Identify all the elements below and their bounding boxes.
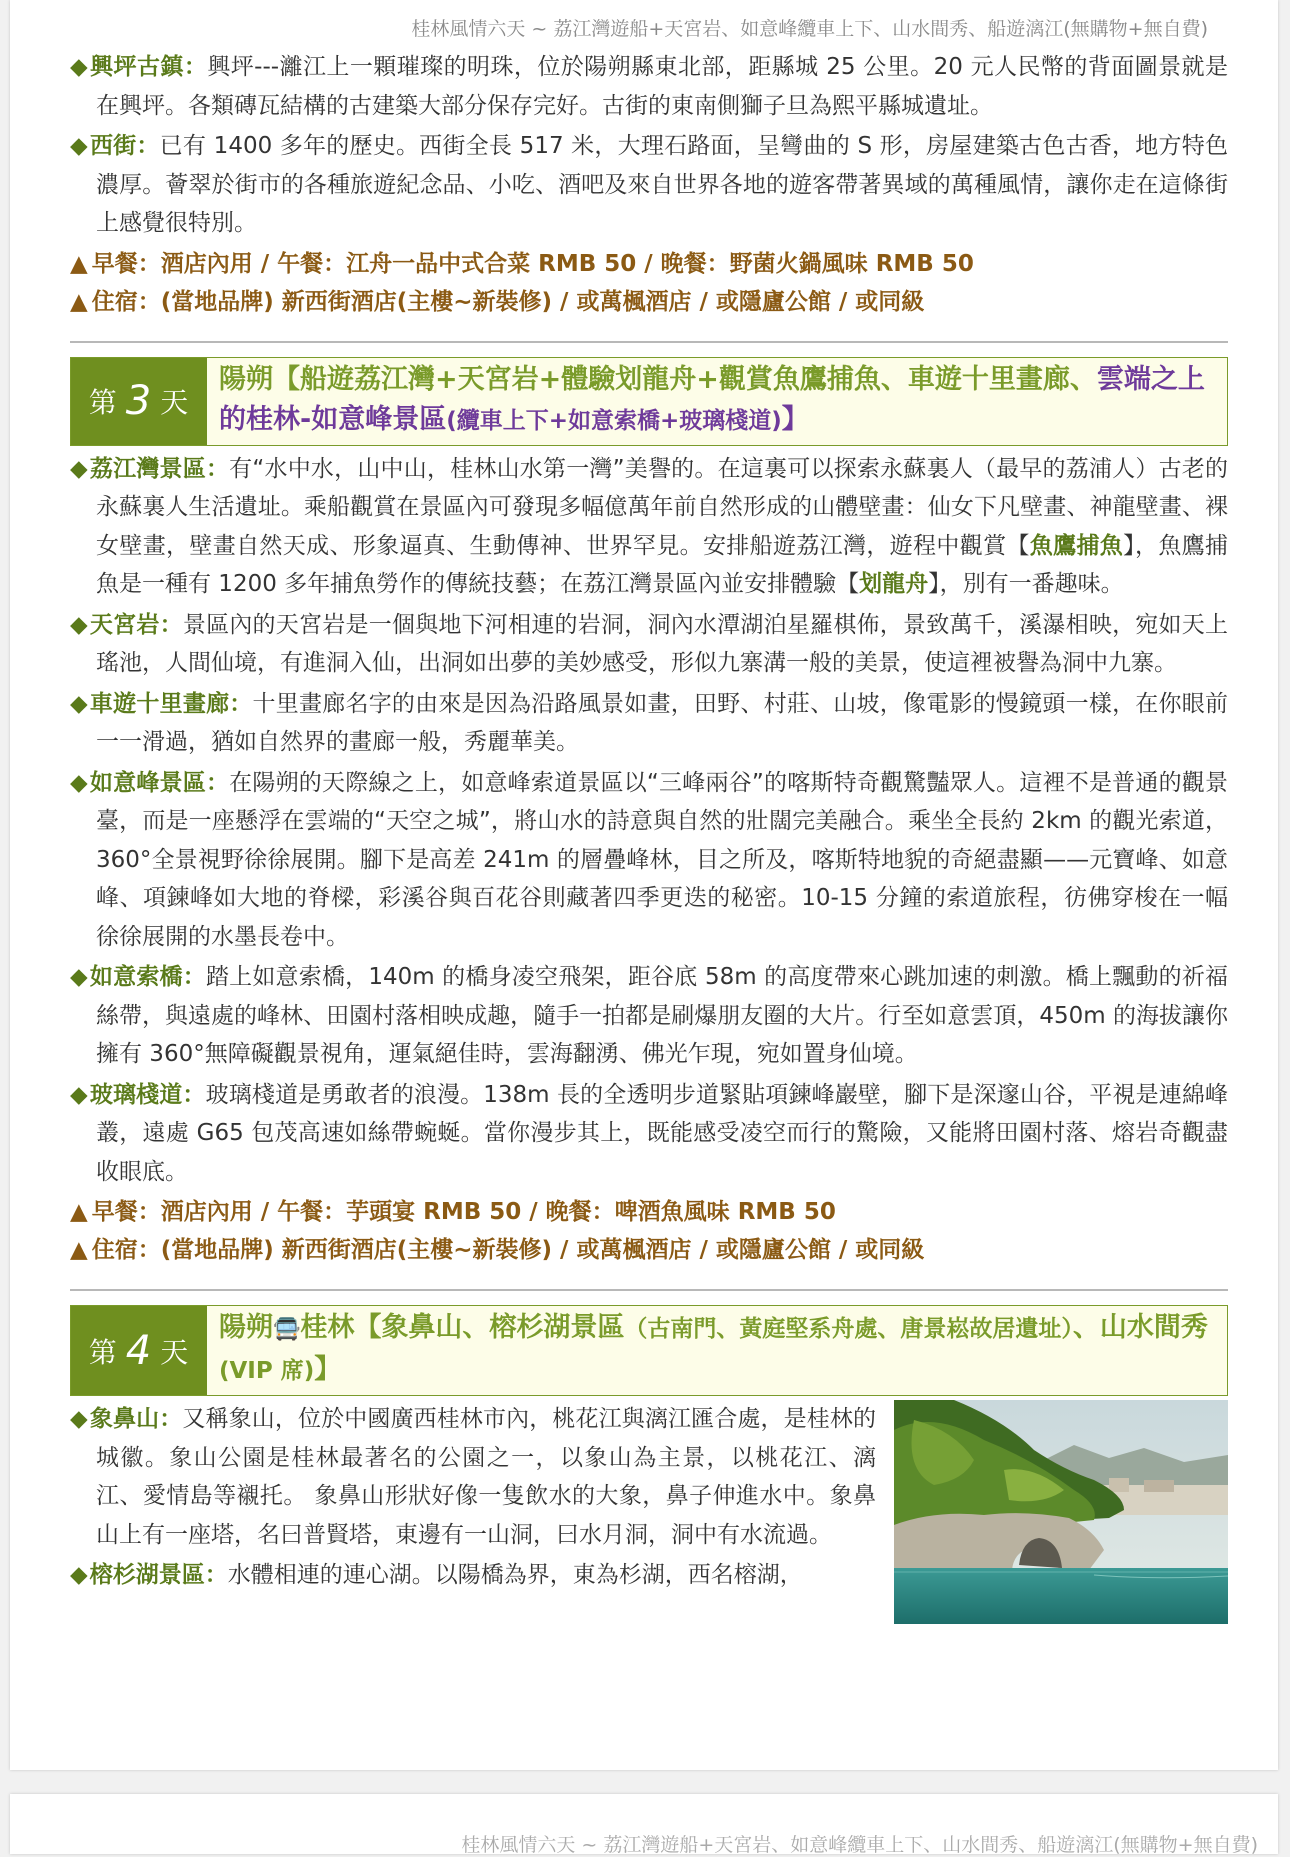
hotel-text: 住宿：(當地品牌) 新西街酒店(主樓~新裝修) / 或萬楓酒店 / 或隱廬公館 / 或同級 [91, 1237, 925, 1263]
item-term: 西街： [89, 133, 160, 159]
title-part: （古南門、黃庭堅系舟處、唐景崧故居遺址） [624, 1316, 1073, 1342]
diamond-bullet-icon: ◆ [70, 1406, 88, 1432]
day4-title [207, 1306, 1227, 1395]
document-page-1 [10, 0, 1278, 1770]
item-text: 景區內的天宮岩是一個與地下河相連的岩洞，洞內水潭湖泊星羅棋佈，景致萬千，溪瀑相映，宛如天上瑤池，人間仙境，有進洞入仙，出洞如出夢的美妙感受，形似九寨溝一般的美景，使這裡被譽為洞中九寨。 [96, 611, 1229, 676]
diamond-bullet-icon: ◆ [70, 1562, 88, 1588]
item-term: 玻璃棧道： [89, 1081, 206, 1108]
diamond-bullet-icon: ◆ [70, 1081, 88, 1108]
title-part: 雲端之上的桂林-如意峰景區 [219, 363, 1205, 435]
day-number: 3 [125, 378, 153, 424]
item-ten-mile-gallery [70, 685, 1228, 762]
item-lijiang-bay [70, 450, 1228, 604]
day2-tail-section [70, 48, 1228, 1632]
diamond-bullet-icon: ◆ [70, 455, 88, 482]
day-suffix: 天 [160, 1335, 190, 1369]
day-suffix: 天 [160, 386, 190, 419]
item-text: 水體相連的連心湖。以陽橋為界，東為杉湖，西名榕湖， [227, 1562, 803, 1588]
item-xingping [70, 48, 1228, 125]
item-text: 在陽朔的天際線之上，如意峰索道景區以“三峰兩谷”的喀斯特奇觀驚豔眾人。這裡不是普通的觀景臺，而是一座懸浮在雲端的“天空之城”，將山水的詩意與自然的壯闊完美融合。乘坐全長約 2km 的觀光索道，360°全景視野徐徐展開。腳下是高差 241m 的層疊峰林，目之所及，喀斯特地貌的奇絕盡顯——元寶峰、如意峰、項鍊峰如大地的脊樑，彩溪谷與百花谷則藏著四季更迭的秘密。10-15 分鐘的索道旅程，彷佛穿梭在一幅徐徐展開的水墨長卷中。 [96, 769, 1228, 950]
item-term: 興坪古鎮： [90, 54, 208, 80]
title-part: (VIP 席) [219, 1358, 315, 1384]
day4-header [70, 1305, 1228, 1396]
item-text: 十里畫廊名字的由來是因為沿路風景如畫，田野、村莊、山坡，像電影的慢鏡頭一樣，在你眼前一一滑過，猶如自然界的畫廊一般，秀麗華美。 [96, 690, 1228, 755]
item-text: 玻璃棧道是勇敢者的浪漫。138m 長的全透明步道緊貼項鍊峰巖壁，腳下是深邃山谷，平視是連綿峰叢，遠處 G65 包茂高速如絲帶蜿蜒。當你漫步其上，既能感受凌空而行的驚險，又能將田園村落、熔岩奇觀盡收眼底。 [96, 1081, 1228, 1185]
diamond-bullet-icon: ◆ [70, 54, 89, 80]
title-part: 陽朔 [219, 1312, 273, 1343]
item-term: 如意峰景區： [89, 769, 230, 796]
page-header: 桂林風情六天 ~ 荔江灣遊船+天宮岩、如意峰纜車上下、山水間秀、船遊漓江(無購物+無自費) [411, 18, 1208, 40]
highlight-text: 魚鷹捕魚 [1029, 532, 1124, 559]
triangle-bullet-icon: ▲ [70, 288, 88, 315]
page-header: 桂林風情六天 ~ 荔江灣遊船+天宮岩、如意峰纜車上下、山水間秀、船遊漓江(無購物+無自費) [461, 1834, 1258, 1856]
diamond-bullet-icon: ◆ [70, 611, 88, 638]
section-divider [70, 1289, 1228, 1291]
item-text: 】，魚鷹捕魚是一種有 1200 多年捕魚勞作的傳統技藝；在荔江灣景區內並安排體驗【 [96, 532, 1228, 597]
diamond-bullet-icon: ◆ [70, 769, 88, 796]
document-page-2 [10, 1794, 1278, 1854]
title-part: (纜車上下+如意索橋+玻璃棧道) [446, 407, 782, 434]
triangle-bullet-icon: ▲ [70, 1237, 88, 1263]
bus-icon: 🚍 [273, 1317, 301, 1342]
item-term: 車遊十里畫廊： [89, 690, 253, 717]
title-part: 】 [314, 1354, 342, 1385]
title-part: 】 [781, 403, 809, 435]
item-text: 踏上如意索橋，140m 的橋身凌空飛架，距谷底 58m 的高度帶來心跳加速的刺激。橋上飄動的祈福絲帶，與遠處的峰林、田園村落相映成趣，隨手一拍都是刷爆朋友圈的大片。行至如意雲頂，450m 的海拔讓你擁有 360°無障礙觀景視角，運氣絕佳時，雲海翻湧、佛光乍現，宛如置身仙境。 [96, 964, 1228, 1067]
item-text: 又稱象山，位於中國廣西桂林市內，桃花江與漓江匯合處，是桂林的城徽。象山公園是桂林最著名的公園之一，以象山為主景，以桃花江、漓江、愛情島等襯托。 象鼻山形狀好像一隻飲水的大象，鼻子伸進水中。象鼻山上有一座塔，名曰普賢塔，東邊有一山洞，曰水月洞，洞中有水流過。 [96, 1406, 877, 1548]
day-prefix: 第 [88, 1335, 118, 1369]
triangle-bullet-icon: ▲ [70, 250, 88, 277]
item-ruyi-bridge [70, 958, 1228, 1074]
day3-meals [70, 1193, 1228, 1231]
day-prefix: 第 [88, 386, 118, 419]
item-term: 荔江灣景區： [89, 455, 230, 482]
item-text: 興坪---灕江上一顆璀璨的明珠，位於陽朔縣東北部，距縣城 25 公里。20 元人民幣的背面圖景就是在興坪。各類磚瓦結構的古建築大部分保存完好。古街的東南側獅子旦為熙平縣城遺址。 [96, 54, 1228, 119]
hotel-text: 住宿：(當地品牌) 新西街酒店(主樓~新裝修) / 或萬楓酒店 / 或隱廬公館 / 或同級 [91, 288, 925, 315]
elephant-trunk-hill-photo [894, 1400, 1228, 1624]
item-text: 】，別有一番趣味。 [928, 571, 1124, 597]
day4-badge [71, 1306, 207, 1395]
day3-hotel [70, 1231, 1228, 1269]
highlight-text: 划龍舟 [859, 571, 929, 597]
item-term: 天宮岩： [89, 611, 183, 638]
day2-meals [70, 245, 1228, 283]
item-ruyi-peak [70, 764, 1228, 957]
day2-hotel [70, 283, 1228, 321]
meals-text: 早餐：酒店內用 / 午餐：江舟一品中式合菜 RMB 50 / 晚餐：野菌火鍋風味 RMB 50 [91, 250, 974, 277]
item-term: 象鼻山： [89, 1406, 183, 1432]
diamond-bullet-icon: ◆ [70, 690, 88, 717]
title-part: 、山水間秀 [1072, 1312, 1208, 1343]
meals-text: 早餐：酒店內用 / 午餐：芋頭宴 RMB 50 / 晚餐：啤酒魚風味 RMB 50 [91, 1199, 836, 1225]
diamond-bullet-icon: ◆ [70, 964, 88, 990]
title-part: 陽朔【船遊荔江灣+天宮岩+體驗划龍舟+觀賞魚鷹捕魚、車遊十里畫廊、 [219, 363, 1097, 395]
item-text: 有“水中水，山中山，桂林山水第一灣”美譽的。在這裏可以探索永蘇裏人（最早的荔浦人）古老的永蘇裏人生活遺址。乘船觀賞在景區內可發現多幅億萬年前自然形成的山體壁畫：仙女下凡壁畫、神龍壁畫、裸女壁畫，壁畫自然天成、形象逼真、生動傳神、世界罕見。安排船遊荔江灣，遊程中觀賞【 [96, 455, 1228, 559]
title-part: 桂林【象鼻山、榕杉湖景區 [300, 1312, 625, 1343]
item-text: 已有 1400 多年的歷史。西街全長 517 米，大理石路面，呈彎曲的 S 形，房屋建築古色古香，地方特色濃厚。薈翠於街市的各種旅遊紀念品、小吃、酒吧及來自世界各地的遊客帶著異域的萬種風情，讓你走在這條街上感覺很特別。 [96, 133, 1228, 236]
item-term: 榕杉湖景區： [89, 1562, 228, 1588]
elephant-trunk-hill-illustration [894, 1400, 1228, 1624]
day-number: 4 [125, 1327, 153, 1374]
diamond-bullet-icon: ◆ [70, 133, 88, 159]
item-glass-walkway [70, 1076, 1228, 1192]
item-west-street [70, 127, 1228, 243]
day3-header [70, 357, 1228, 446]
triangle-bullet-icon: ▲ [70, 1199, 88, 1225]
item-tiangong-cave [70, 606, 1228, 683]
section-divider [70, 341, 1228, 343]
item-term: 如意索橋： [89, 964, 206, 990]
day3-title [207, 358, 1227, 445]
day3-badge [71, 358, 207, 445]
